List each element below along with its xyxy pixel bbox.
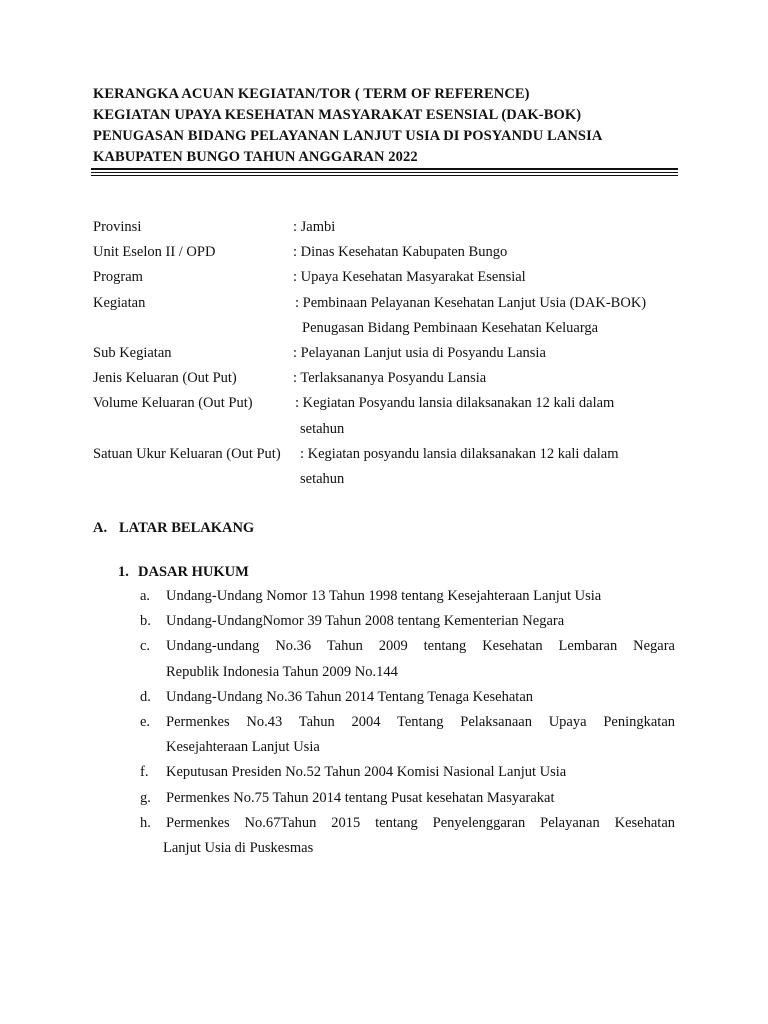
title-line-1: KERANGKA ACUAN KEGIATAN/TOR ( TERM OF REFERENCE) bbox=[93, 86, 530, 102]
info-value-continuation: Penugasan Bidang Pembinaan Kesehatan Keluarga bbox=[302, 319, 599, 336]
list-item bbox=[140, 786, 675, 811]
info-label: Volume Keluaran (Out Put) bbox=[93, 395, 253, 412]
list-item bbox=[140, 609, 675, 634]
info-label: Provinsi bbox=[93, 219, 142, 235]
list-item-text: Undang-UndangNomor 39 Tahun 2008 tentang Kementerian Negara bbox=[166, 613, 565, 630]
document-title bbox=[93, 84, 693, 168]
list-letter: h. bbox=[140, 814, 151, 831]
list-item-text: Undang-Undang Nomor 13 Tahun 1998 tentang Kesejahteraan Lanjut Usia bbox=[166, 588, 602, 604]
info-row-volume-keluaran bbox=[93, 391, 683, 416]
title-line-3: PENUGASAN BIDANG PELAYANAN LANJUT USIA DI POSYANDU LANSIA bbox=[93, 128, 603, 144]
info-label: Unit Eselon II / OPD bbox=[93, 244, 216, 261]
info-value: : Jambi bbox=[293, 219, 336, 235]
info-value: : Kegiatan posyandu lansia dilaksanakan 12 kali dalam bbox=[300, 445, 619, 462]
section-heading-latar-belakang bbox=[93, 516, 254, 540]
list-letter: c. bbox=[140, 638, 151, 655]
list-item-text: Lanjut Usia di Puskesmas bbox=[163, 840, 314, 857]
title-line-2: KEGIATAN UPAYA KESEHATAN MASYARAKAT ESENSIAL (DAK-BOK) bbox=[93, 107, 582, 123]
list-item-text: Permenkes No.75 Tahun 2014 tentang Pusat kesehatan Masyarakat bbox=[166, 789, 555, 806]
list-item-text: Permenkes No.67Tahun 2015 tentang Penyelenggaran Pelayanan Kesehatan bbox=[166, 814, 675, 831]
list-letter: b. bbox=[140, 613, 151, 630]
info-row-kegiatan bbox=[93, 291, 683, 316]
list-letter: e. bbox=[140, 714, 151, 731]
dasar-hukum-list bbox=[140, 584, 675, 861]
info-row-satuan-ukur bbox=[93, 442, 683, 467]
list-item bbox=[140, 634, 675, 659]
info-label: Sub Kegiatan bbox=[93, 344, 172, 361]
title-divider-thick bbox=[91, 168, 678, 170]
info-row-unit bbox=[93, 240, 683, 265]
info-row-program bbox=[93, 265, 683, 290]
list-letter: d. bbox=[140, 688, 151, 705]
list-item-continuation bbox=[140, 836, 675, 861]
list-item-text: Keputusan Presiden No.52 Tahun 2004 Komisi Nasional Lanjut Usia bbox=[166, 764, 567, 781]
info-row-provinsi bbox=[93, 215, 683, 240]
list-letter: g. bbox=[140, 789, 151, 806]
info-row-jenis-keluaran bbox=[93, 366, 683, 391]
list-item-continuation bbox=[140, 735, 675, 760]
info-table bbox=[93, 215, 683, 492]
info-row-sub-kegiatan bbox=[93, 341, 683, 366]
info-label: Kegiatan bbox=[93, 294, 146, 311]
list-item-text: Permenkes No.43 Tahun 2004 Tentang Pelaksanaan Upaya Peningkatan bbox=[166, 714, 675, 731]
list-item bbox=[140, 584, 675, 609]
list-item-text: Undang-Undang No.36 Tahun 2014 Tentang Tenaga Kesehatan bbox=[166, 688, 534, 705]
info-value: : Kegiatan Posyandu lansia dilaksanakan 12 kali dalam bbox=[295, 395, 615, 412]
subsection-heading-dasar-hukum bbox=[118, 560, 249, 584]
list-letter: a. bbox=[140, 588, 151, 604]
info-value: : Pembinaan Pelayanan Kesehatan Lanjut Usia (DAK-BOK) bbox=[295, 294, 647, 311]
info-label: Jenis Keluaran (Out Put) bbox=[93, 370, 237, 387]
info-value-continuation: setahun bbox=[300, 420, 345, 437]
info-row-volume-cont bbox=[93, 417, 683, 442]
info-value: : Pelayanan Lanjut usia di Posyandu Lansia bbox=[293, 344, 546, 361]
info-row-satuan-cont bbox=[93, 467, 683, 492]
list-letter: f. bbox=[140, 764, 149, 781]
title-line-4: KABUPATEN BUNGO TAHUN ANGGARAN 2022 bbox=[93, 149, 418, 165]
list-item bbox=[140, 760, 675, 785]
list-item-text: Undang-undang No.36 Tahun 2009 tentang Kesehatan Lembaran Negara bbox=[166, 638, 675, 655]
info-row-kegiatan-cont bbox=[93, 316, 683, 341]
list-item-continuation bbox=[140, 660, 675, 685]
list-item bbox=[140, 811, 675, 836]
info-label: Satuan Ukur Keluaran (Out Put) bbox=[93, 445, 281, 462]
title-divider-thin bbox=[91, 172, 678, 173]
list-item bbox=[140, 710, 675, 735]
info-value: : Upaya Kesehatan Masyarakat Esensial bbox=[293, 269, 526, 286]
info-label: Program bbox=[93, 269, 143, 286]
section-title: LATAR BELAKANG bbox=[119, 520, 255, 536]
info-value: : Terlaksananya Posyandu Lansia bbox=[293, 370, 487, 387]
subsection-title: DASAR HUKUM bbox=[138, 564, 249, 580]
section-number: A. bbox=[93, 520, 108, 536]
list-item bbox=[140, 685, 675, 710]
info-value: : Dinas Kesehatan Kabupaten Bungo bbox=[293, 244, 508, 261]
info-value-continuation: setahun bbox=[300, 470, 345, 487]
title-divider-thin-2 bbox=[91, 175, 678, 176]
list-item-text: Republik Indonesia Tahun 2009 No.144 bbox=[166, 663, 398, 680]
subsection-number: 1. bbox=[118, 564, 129, 580]
list-item-text: Kesejahteraan Lanjut Usia bbox=[166, 739, 320, 756]
